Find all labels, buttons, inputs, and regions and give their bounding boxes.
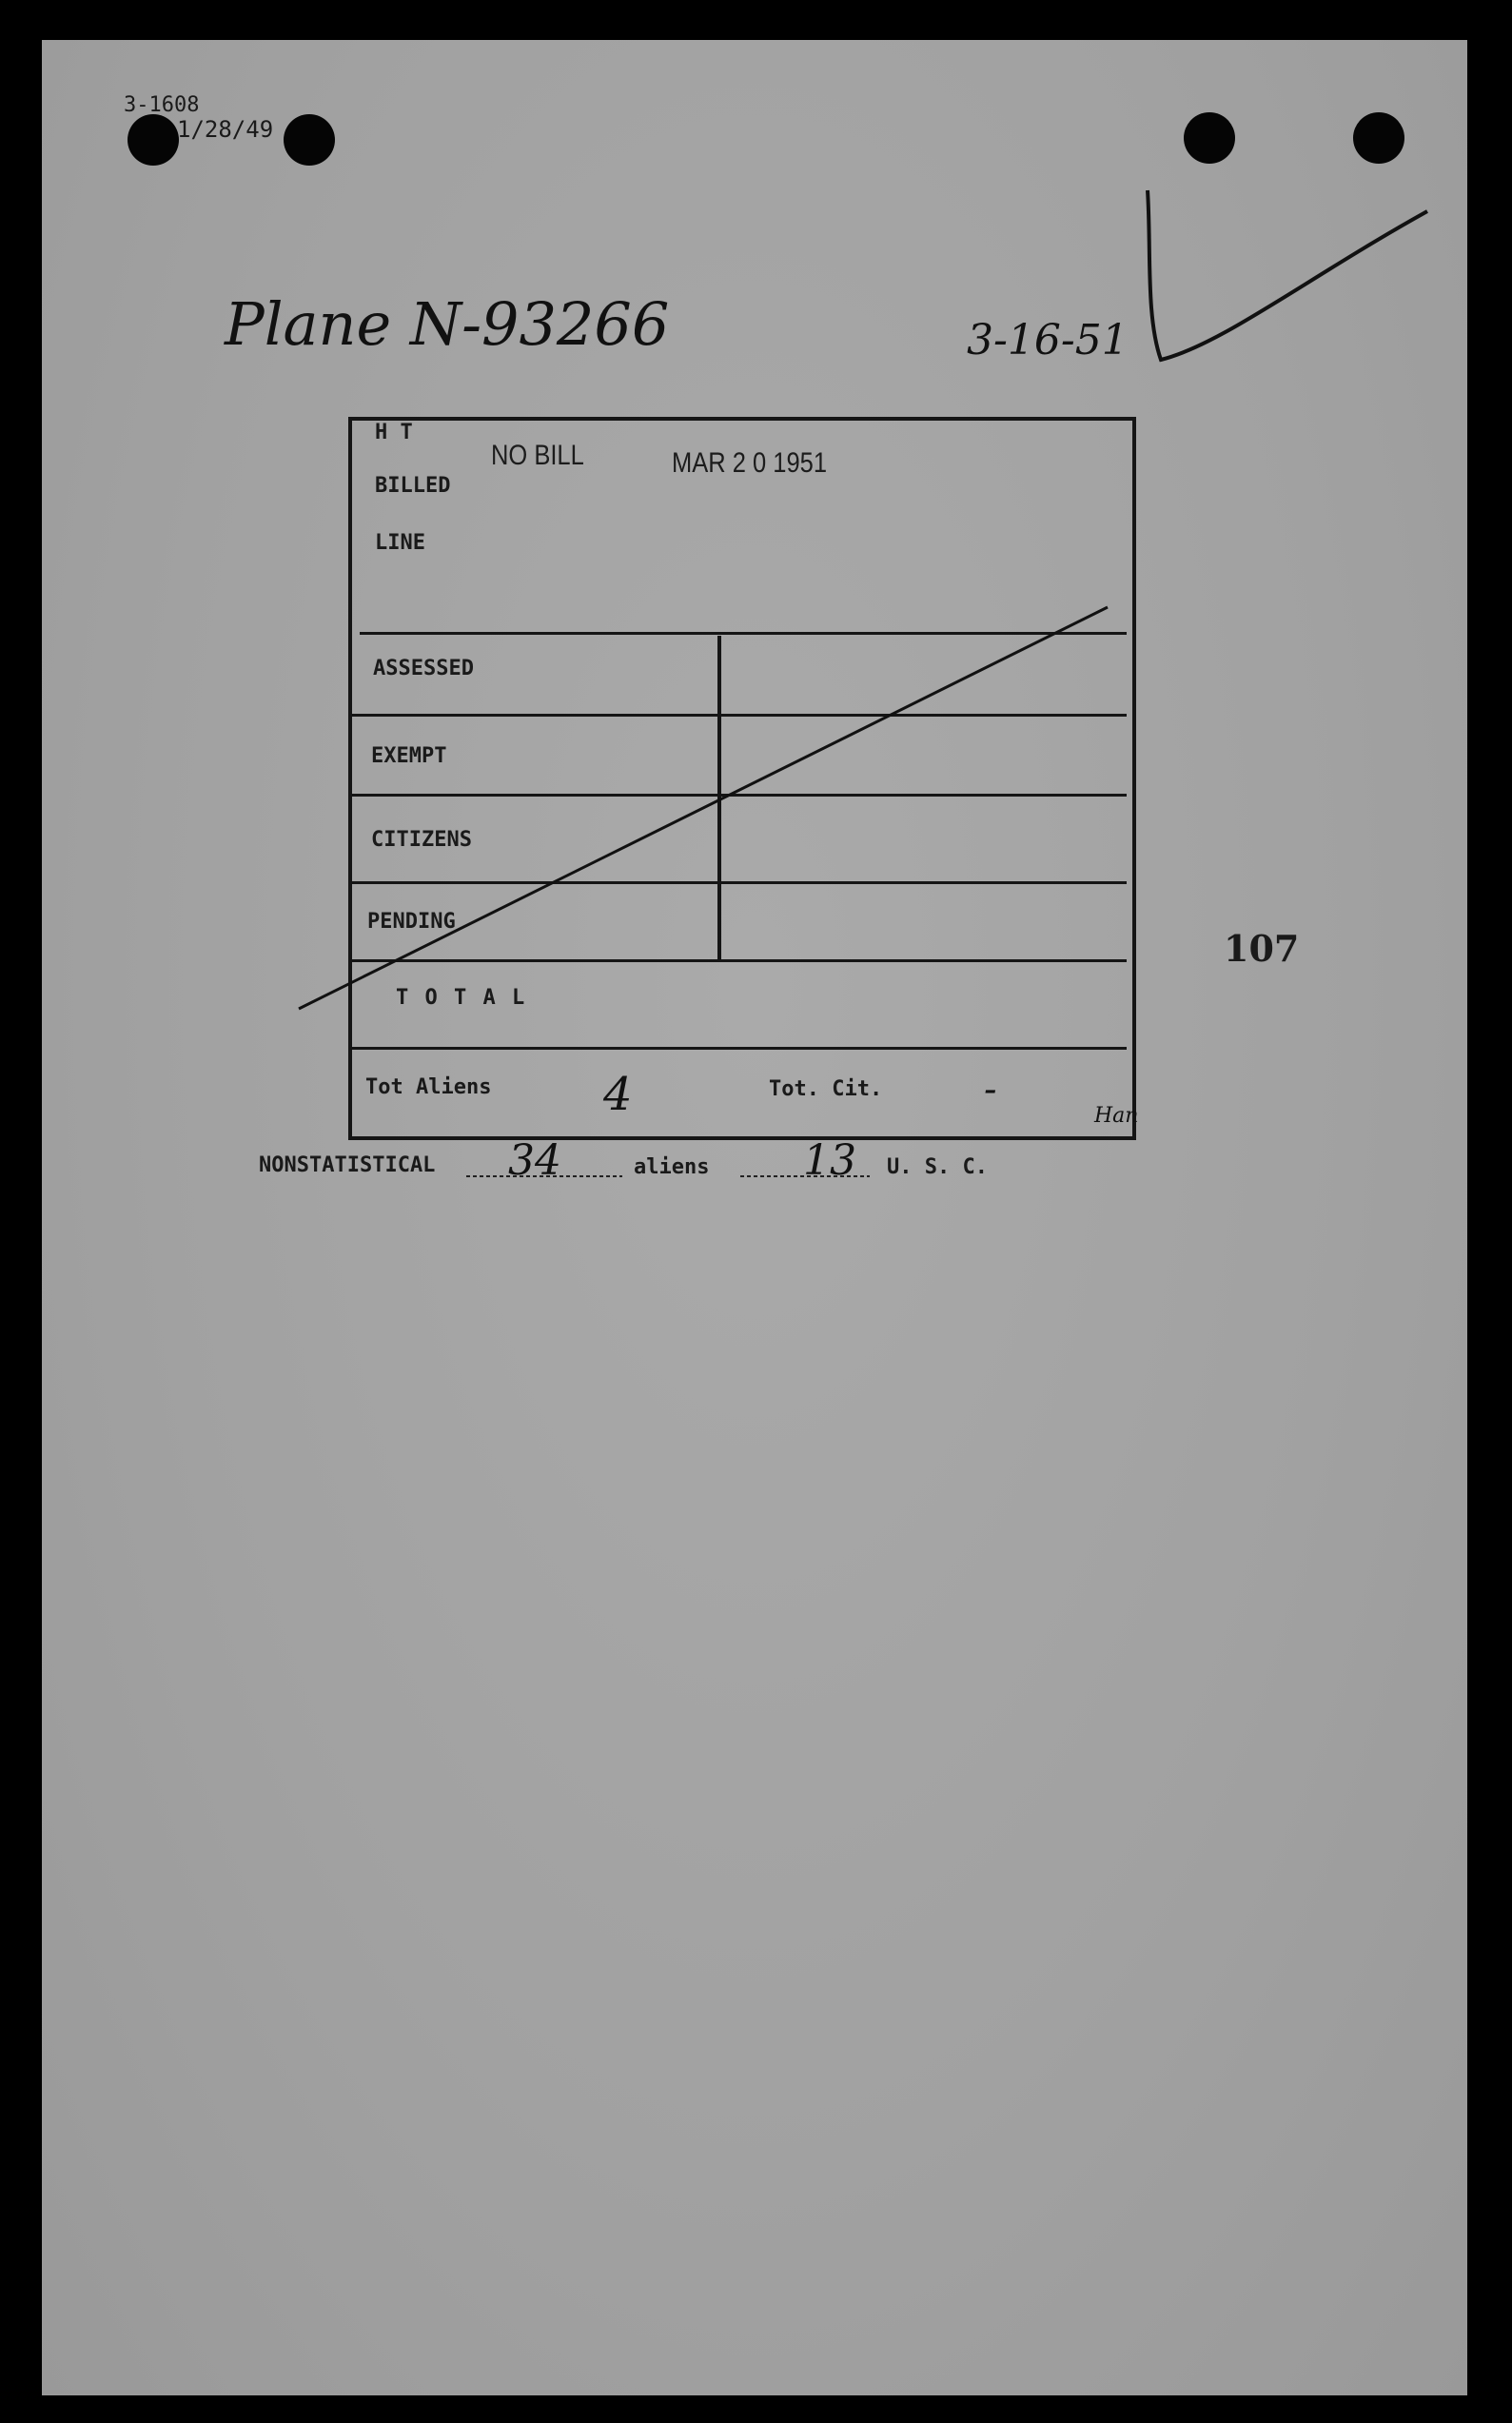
- nonstat-aliens-value: 34: [508, 1136, 561, 1185]
- form-date: 1/28/49: [177, 116, 274, 143]
- page-number: 107: [1224, 927, 1300, 970]
- assessed-label: ASSESSED: [373, 657, 474, 680]
- tot-cit-label: Tot. Cit.: [769, 1077, 883, 1101]
- billed-label: BILLED: [375, 474, 451, 498]
- check-mark-stroke: [1148, 190, 1427, 360]
- handwritten-date: 3-16-51: [967, 316, 1129, 364]
- aliens-label: aliens: [634, 1155, 710, 1179]
- exempt-label: EXEMPT: [371, 744, 447, 768]
- tot-cit-value: -: [984, 1068, 997, 1112]
- nonstat-usc-value: 13: [803, 1136, 856, 1185]
- line-label: LINE: [375, 531, 425, 555]
- tot-aliens-label: Tot Aliens: [365, 1075, 492, 1099]
- total-label: T O T A L: [396, 986, 527, 1010]
- cancel-diagonal-line: [299, 607, 1108, 1009]
- ht-label: H T: [375, 421, 413, 444]
- initials: Han: [1094, 1104, 1139, 1128]
- nonstatistical-label: NONSTATISTICAL: [259, 1153, 436, 1177]
- document-sheet: [42, 40, 1467, 2395]
- pen-strokes: [42, 40, 1467, 2395]
- form-number: 3-1608: [124, 93, 200, 117]
- received-date-stamp: MAR 2 0 1951: [672, 447, 828, 479]
- citizens-label: CITIZENS: [371, 828, 472, 852]
- no-bill-stamp: NO BILL: [491, 440, 584, 471]
- tot-aliens-value: 4: [603, 1068, 633, 1121]
- pending-label: PENDING: [367, 910, 456, 934]
- plane-number: Plane N-93266: [225, 289, 670, 359]
- usc-label: U. S. C.: [887, 1155, 988, 1179]
